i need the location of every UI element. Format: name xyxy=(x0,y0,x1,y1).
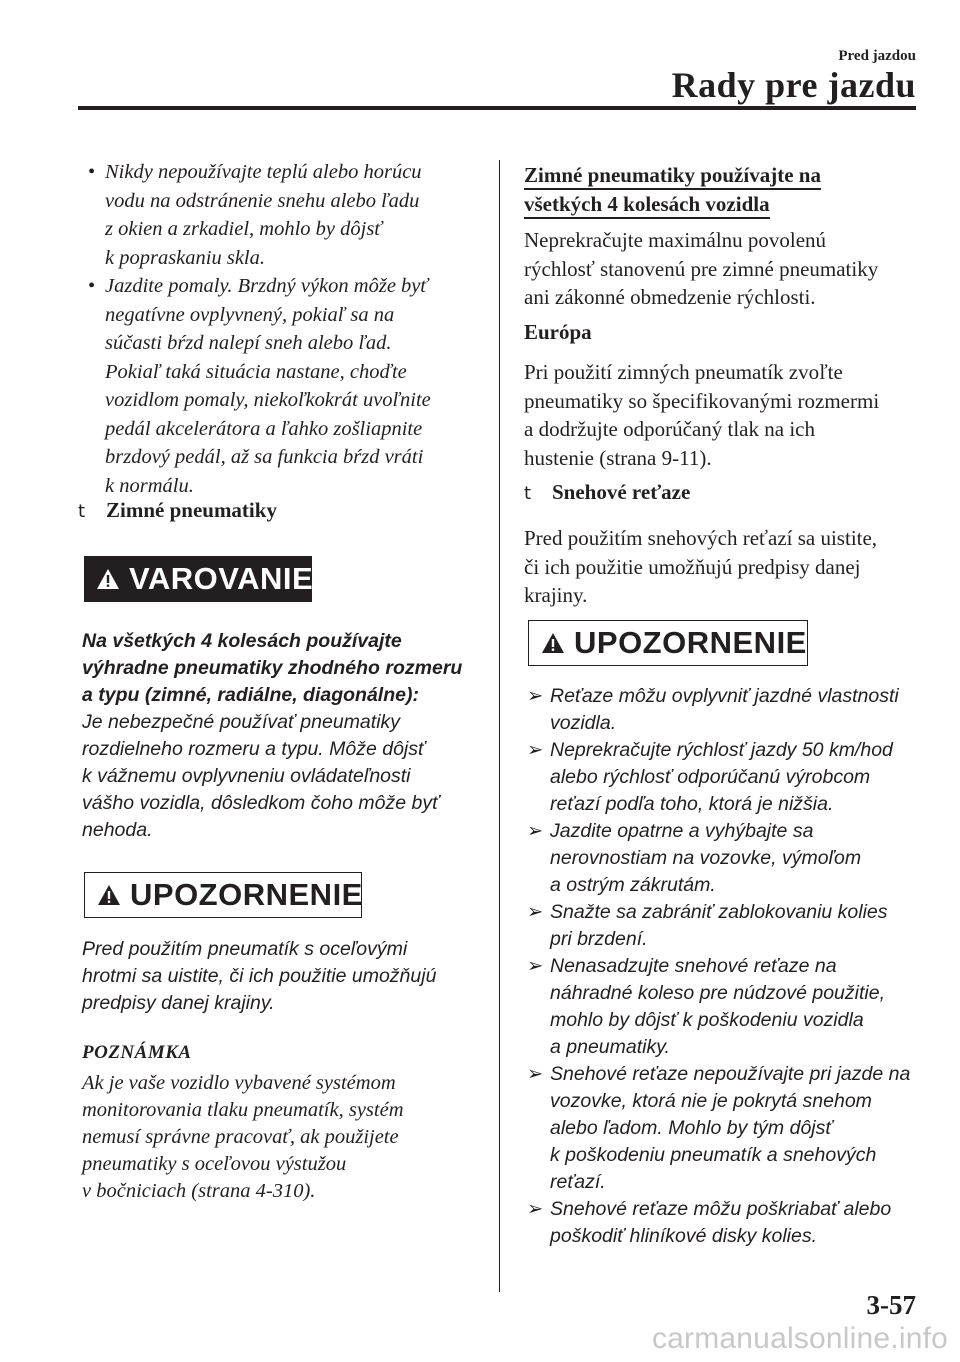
caution-text: Pred použitím pneumatík s oceľovými hrotmi sa uistite, či ich použitie umožňujú predpisy danej krajiny. xyxy=(82,938,437,1014)
list-item xyxy=(524,899,916,953)
chevron-right-icon: ➢ xyxy=(527,901,544,923)
list-item-text: Jazdite opatrne a vyhýbajte sa nerovnostiam na vozovke, výmoľom a ostrým zákrutám. xyxy=(550,820,862,896)
chevron-right-icon: ➢ xyxy=(527,820,544,842)
bullet-text: Jazdite pomaly. Brzdný výkon môže byť negatívne ovplyvnený, pokiaľ sa na súčasti bŕzd nalepí sneh alebo ľad. Pokiaľ taká situácia nastane, choďte vozidlom pomaly, niekoľkokrát uvoľnite pedál akcelerátora a ľahko zošliapnite brzdový pedál, až sa funkcia bŕzd vráti k normálu. xyxy=(105,275,431,497)
bullet-dot-icon: • xyxy=(88,161,96,183)
bullet-item xyxy=(78,272,478,500)
chevron-right-icon: ➢ xyxy=(527,1198,544,1220)
subsection-title: Zimné pneumatiky xyxy=(106,498,277,522)
list-item-text: Snehové reťaze nepoužívajte pri jazde na vozovke, ktorá nie je pokrytá snehom alebo ľadom. Mohlo by tým dôjsť k poškodeniu pneumatík a snehových reťazí. xyxy=(550,1063,911,1193)
page-title: Rady pre jazdu xyxy=(671,65,916,105)
warning-label: VAROVANIE xyxy=(129,561,314,596)
warning-text: Je nebezpečné používať pneumatiky rozdielneho rozmeru a typu. Môže dôjsť k vážnemu ovplyvneniu ovládateľnosti vášho vozidla, dôsledkom čoho môže byť nehoda. xyxy=(82,711,440,841)
list-item-text: Neprekračujte rýchlosť jazdy 50 km/hod alebo rýchlosť odporúčanú výrobcom reťazí podľa toho, ktorá je nižšia. xyxy=(550,739,893,815)
subsection-title: Snehové reťaze xyxy=(552,480,691,504)
chevron-right-icon: ➢ xyxy=(527,1063,544,1085)
list-item xyxy=(524,953,916,1061)
list-item xyxy=(524,737,916,818)
column-divider xyxy=(499,160,500,1292)
list-item-text: Nenasadzujte snehové reťaze na náhradné koleso pre núdzové použitie, mohlo by dôjsť k poškodeniu vozidla a pneumatiky. xyxy=(550,955,885,1058)
list-item xyxy=(524,1196,916,1250)
warning-triangle-icon xyxy=(96,568,120,590)
list-item-text: Snehové reťaze môžu poškriabať alebo poškodiť hliníkové disky kolies. xyxy=(550,1198,892,1247)
list-item-text: Reťaze môžu ovplyvniť jazdné vlastnosti vozidla. xyxy=(550,685,899,734)
bullet-dot-icon: • xyxy=(88,275,96,297)
caution-list xyxy=(524,683,916,1250)
warning-box xyxy=(84,556,312,602)
chevron-right-icon: ➢ xyxy=(527,739,544,761)
watermark: carmanualsonline.info xyxy=(651,1322,948,1355)
caution-box xyxy=(84,872,362,918)
chains-paragraph: Pred použitím snehových reťazí sa uistite, či ich použitie umožňujú predpisy danej krajiny. xyxy=(524,526,878,607)
chevron-right-icon: ➢ xyxy=(527,955,544,977)
note-heading: POZNÁMKA xyxy=(82,1042,192,1063)
bullet-list xyxy=(78,158,478,500)
bullet-item xyxy=(78,158,478,272)
speed-limit-paragraph: Neprekračujte maximálnu povolenú rýchlosť stanovenú pre zimné pneumatiky ani zákonné obmedzenie rýchlosti. xyxy=(524,228,879,309)
caution-label: UPOZORNENIE xyxy=(574,625,807,660)
list-item xyxy=(524,1061,916,1196)
header-section: Pred jazdou xyxy=(838,48,916,64)
subsection-heading-winter-tyres xyxy=(78,498,277,523)
region-heading: Európa xyxy=(524,320,592,344)
warning-bold-text: Na všetkých 4 kolesách používajte výhradne pneumatiky zhodného rozmeru a typu (zimné, radiálne, diagonálne): xyxy=(82,630,463,706)
list-item xyxy=(524,683,916,737)
warning-triangle-icon xyxy=(97,884,121,906)
section-heading-line: Zimné pneumatiky používajte na xyxy=(524,163,821,190)
chevron-right-icon: ➢ xyxy=(527,685,544,707)
bullet-text: Nikdy nepoužívajte teplú alebo horúcu vodu na odstránenie snehu alebo ľadu z okien a zrkadiel, mohlo by dôjsť k popraskaniu skla. xyxy=(105,161,422,269)
warning-triangle-icon xyxy=(541,632,565,654)
page-number: 3-57 xyxy=(866,1290,916,1320)
header-rule xyxy=(78,106,916,110)
note-text: Ak je vaše vozidlo vybavené systémom monitorovania tlaku pneumatík, systém nemusí správne pracovať, ak použijete pneumatiky s oceľovou výstužou v bočniciach (strana 4-310). xyxy=(82,1072,404,1202)
list-item xyxy=(524,818,916,899)
subsection-marker-icon: t xyxy=(524,483,532,504)
section-heading xyxy=(524,162,821,218)
europe-paragraph: Pri použití zimných pneumatík zvoľte pneumatiky so špecifikovanými rozmermi a dodržujte odporúčaný tlak na ich hustenie (strana 9-11). xyxy=(524,360,880,470)
caution-label: UPOZORNENIE xyxy=(130,877,363,912)
subsection-marker-icon: t xyxy=(78,501,86,522)
caution-box xyxy=(528,620,808,666)
section-heading-line: všetkých 4 kolesách vozidla xyxy=(524,192,770,219)
subsection-heading-snow-chains xyxy=(524,480,690,505)
list-item-text: Snažte sa zabrániť zablokovaniu kolies pri brzdení. xyxy=(550,901,888,950)
